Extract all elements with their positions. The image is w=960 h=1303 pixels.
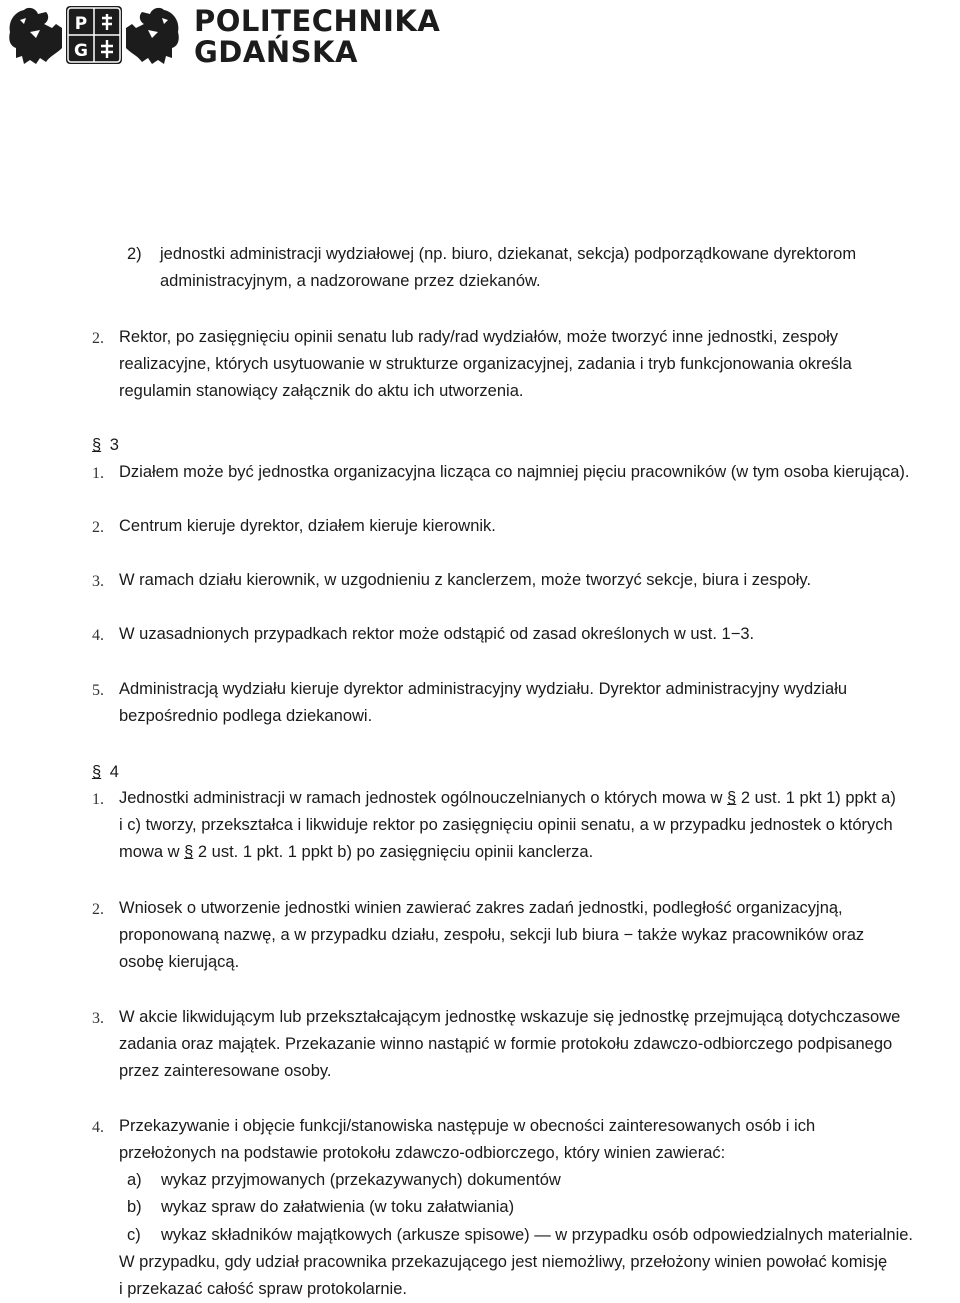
section-mark: §: [184, 843, 194, 861]
item-number: 3.: [92, 1010, 104, 1027]
paragraph-line: przełożonych na podstawie protokołu zdawczo-odbiorczego, który winien zawierać:: [119, 1144, 726, 1162]
paragraph-line: osobę kierującą.: [119, 953, 240, 971]
paragraph-line: Rektor, po zasięgnięciu opinii senatu lub rady/rad wydziałów, może tworzyć inne jednostki, zespoły: [119, 328, 839, 346]
paragraph-line: zadania oraz majątek. Przekazanie winno nastąpić w formie protokołu zdawczo-odbiorczego podpisanego: [119, 1035, 893, 1053]
subitem-marker: a): [127, 1171, 142, 1189]
item-number: 1.: [92, 791, 104, 808]
item-number: 3.: [92, 573, 104, 590]
paragraph-line: W akcie likwidującym lub przekształcającym jednostkę wskazuje się jednostkę przejmującą dotychczasowe: [119, 1008, 901, 1026]
crest-icon: [6, 2, 182, 68]
paragraph-line: proponowaną nazwę, a w przypadku działu, zespołu, sekcji lub biura − także wykaz pracowników oraz: [119, 926, 865, 944]
paragraph-line: W przypadku, gdy udział pracownika przekazującego jest niemożliwy, przełożony winien powołać komisję: [119, 1253, 888, 1271]
subitem-text: wykaz składników majątkowych (arkusze spisowe) — w przypadku osób odpowiedzialnych materialnie.: [161, 1226, 913, 1244]
section-number: 3: [109, 436, 119, 454]
section-heading: [92, 761, 119, 783]
paragraph-line: [119, 785, 896, 812]
paragraph-line: jednostki administracji wydziałowej (np. biuro, dziekanat, sekcja) podporządkowane dyrektorom: [160, 245, 857, 263]
paragraph-line: przez zainteresowane osoby.: [119, 1062, 332, 1080]
text-run: 2 ust. 1 pkt. 1 ppkt b) po zasięgnięciu opinii kanclerza.: [193, 843, 594, 861]
paragraph-line: administracyjnym, a nadzorowane przez dziekanów.: [160, 272, 541, 290]
paragraph-line: Działem może być jednostka organizacyjna licząca co najmniej pięciu pracowników (w tym osoba kierująca).: [119, 463, 910, 481]
item-number: 4.: [92, 1119, 104, 1136]
paragraph-line: regulamin stanowiący załącznik do aktu ich utworzenia.: [119, 382, 524, 400]
paragraph-line: W ramach działu kierownik, w uzgodnieniu z kanclerzem, może tworzyć sekcje, biura i zespoły.: [119, 571, 812, 589]
section-mark: §: [92, 436, 102, 454]
paragraph-line: Centrum kieruje dyrektor, działem kieruje kierownik.: [119, 517, 496, 535]
section-mark: §: [727, 789, 737, 807]
subitem-text: wykaz przyjmowanych (przekazywanych) dokumentów: [161, 1171, 561, 1189]
subitem-marker: b): [127, 1198, 142, 1216]
subitem-text: wykaz spraw do załatwienia (w toku załatwiania): [161, 1198, 515, 1216]
logo-line-2: GDAŃSKA: [194, 35, 358, 69]
text-run: mowa w: [119, 843, 185, 861]
paragraph-line: bezpośrednio podlega dziekanowi.: [119, 707, 373, 725]
crest-letter: P: [74, 14, 88, 34]
crest-letter: G: [74, 41, 88, 61]
logo-wordmark: [194, 6, 440, 68]
item-number: 1.: [92, 465, 104, 482]
item-number: 4.: [92, 627, 104, 644]
subitem-marker: c): [127, 1226, 141, 1244]
paragraph-line: realizacyjne, których usytuowanie w strukturze organizacyjnej, zadania i tryb funkcjonowania określa: [119, 355, 852, 373]
paragraph-line: Wniosek o utworzenie jednostki winien zawierać zakres zadań jednostki, podległość organizacyjną,: [119, 899, 843, 917]
item-number: 2.: [92, 901, 104, 918]
section-mark: §: [92, 763, 102, 781]
text-run: 2 ust. 1 pkt 1) ppkt a): [736, 789, 896, 807]
paragraph-line: i przekazać całość spraw protokolarnie.: [119, 1280, 407, 1298]
university-logo: [6, 2, 441, 72]
section-heading: [92, 434, 119, 456]
list-marker: 2): [127, 245, 142, 263]
item-number: 2.: [92, 330, 104, 347]
logo-line-1: POLITECHNIKA: [194, 4, 441, 38]
item-number: 5.: [92, 682, 104, 699]
paragraph-line: Przekazywanie i objęcie funkcji/stanowiska następuje w obecności zainteresowanych osób i ich: [119, 1117, 816, 1135]
paragraph-line: W uzasadnionych przypadkach rektor może odstąpić od zasad określonych w ust. 1−3.: [119, 625, 755, 643]
text-run: Jednostki administracji w ramach jednostek ogólnouczelnianych o których mowa w: [119, 789, 728, 807]
paragraph-line: i c) tworzy, przekształca i likwiduje rektor po zasięgnięciu opinii senatu, a w przypadku jednostek o których: [119, 816, 893, 834]
item-number: 2.: [92, 519, 104, 536]
paragraph-line: Administracją wydziału kieruje dyrektor administracyjny wydziału. Dyrektor administracyjny wydziału: [119, 680, 848, 698]
section-number: 4: [109, 763, 119, 781]
paragraph-line: [119, 839, 593, 866]
